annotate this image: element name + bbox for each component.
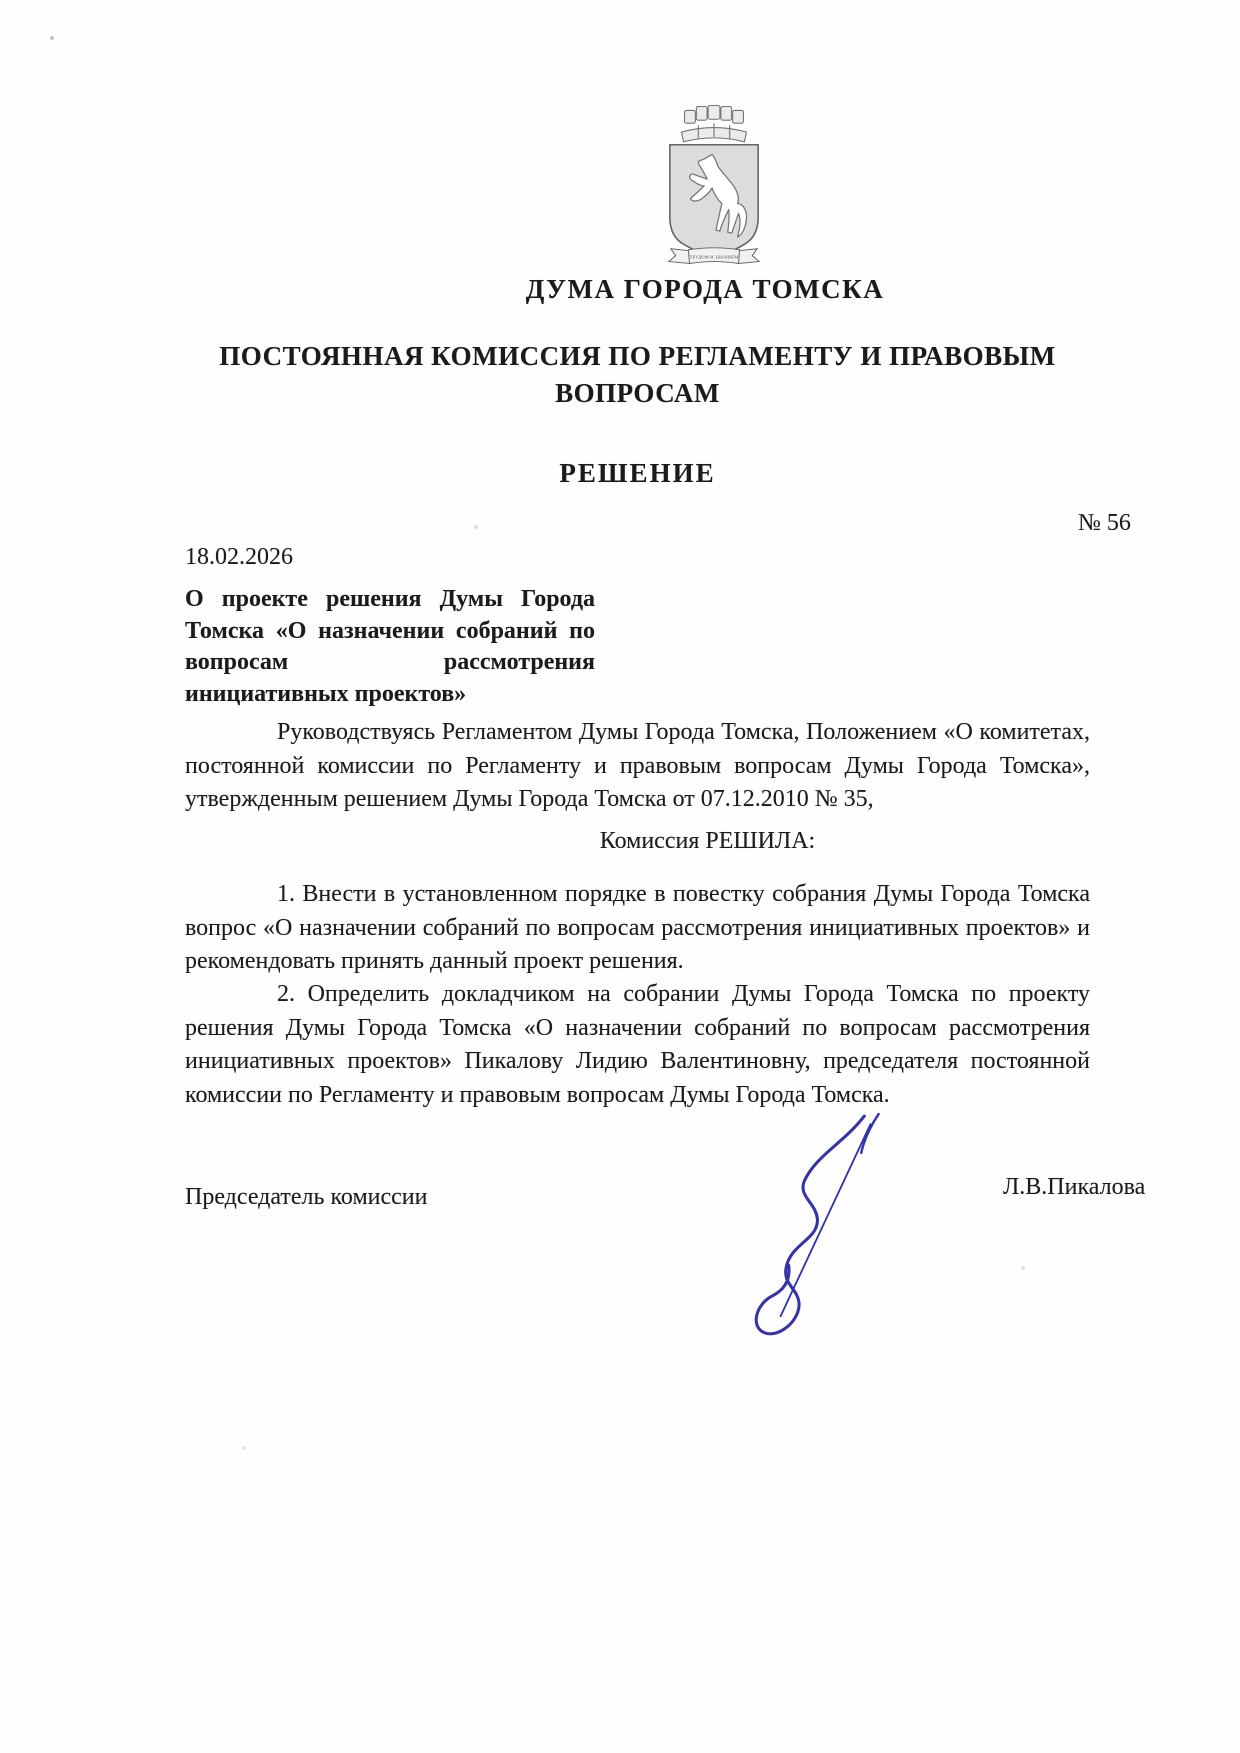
signature-flick-stroke — [861, 1114, 878, 1153]
scan-speck — [242, 1446, 246, 1450]
document-subject: О проекте решения Думы Города Томска «О назначении собраний по вопросам рассмотрения инициативных проектов» — [185, 586, 595, 707]
mural-crown-icon — [682, 106, 747, 142]
document-type: РЕШЕНИЕ — [559, 458, 716, 488]
resolution-item-1: 1. Внести в установленном порядке в повестку собрания Думы Города Томска вопрос «О назначении собраний по вопросам рассмотрения инициативных проектов» и рекомендовать принять данный проект решения. — [185, 881, 1090, 974]
commission-heading: ПОСТОЯННАЯ КОМИССИЯ ПО РЕГЛАМЕНТУ И ПРАВОВЫМ ВОПРОСАМ — [219, 341, 1056, 408]
signer-position-label: Председатель комиссии — [185, 1184, 428, 1210]
signature-stroke — [756, 1116, 864, 1334]
signer-name: Л.В.Пикалова — [1003, 1174, 1146, 1200]
resolution-item-2: 2. Определить докладчиком на собрании Думы Города Томска по проекту решения Думы Города Томска «О назначении собраний по вопросам рассмотрения инициативных проектов» Пикалову Лидию Валентиновну, председателя постоянной комиссии по Регламенту и правовым вопросам Думы Города Томска. — [185, 981, 1090, 1108]
motto-text: ТРУДОМ И ЗНАНИЕМ — [689, 254, 739, 260]
handwritten-signature — [714, 1112, 890, 1352]
scan-speck — [1021, 1266, 1025, 1270]
scan-speck — [474, 525, 478, 529]
document-number: № 56 — [1078, 510, 1131, 536]
document-date: 18.02.2026 — [185, 544, 293, 570]
resolution-heading: Комиссия РЕШИЛА: — [599, 828, 816, 854]
organization-title: ДУМА ГОРОДА ТОМСКА — [525, 274, 885, 304]
tomsk-coat-of-arms — [661, 101, 767, 269]
preamble-paragraph: Руководствуясь Регламентом Думы Города Томска, Положением «О комитетах, постоянной комиссии по Регламенту и правовым вопросам Думы Города Томска», утвержденным решением Думы Города Томска от 07.12.2010 № 35, — [185, 719, 1090, 812]
scan-speck — [50, 36, 54, 40]
